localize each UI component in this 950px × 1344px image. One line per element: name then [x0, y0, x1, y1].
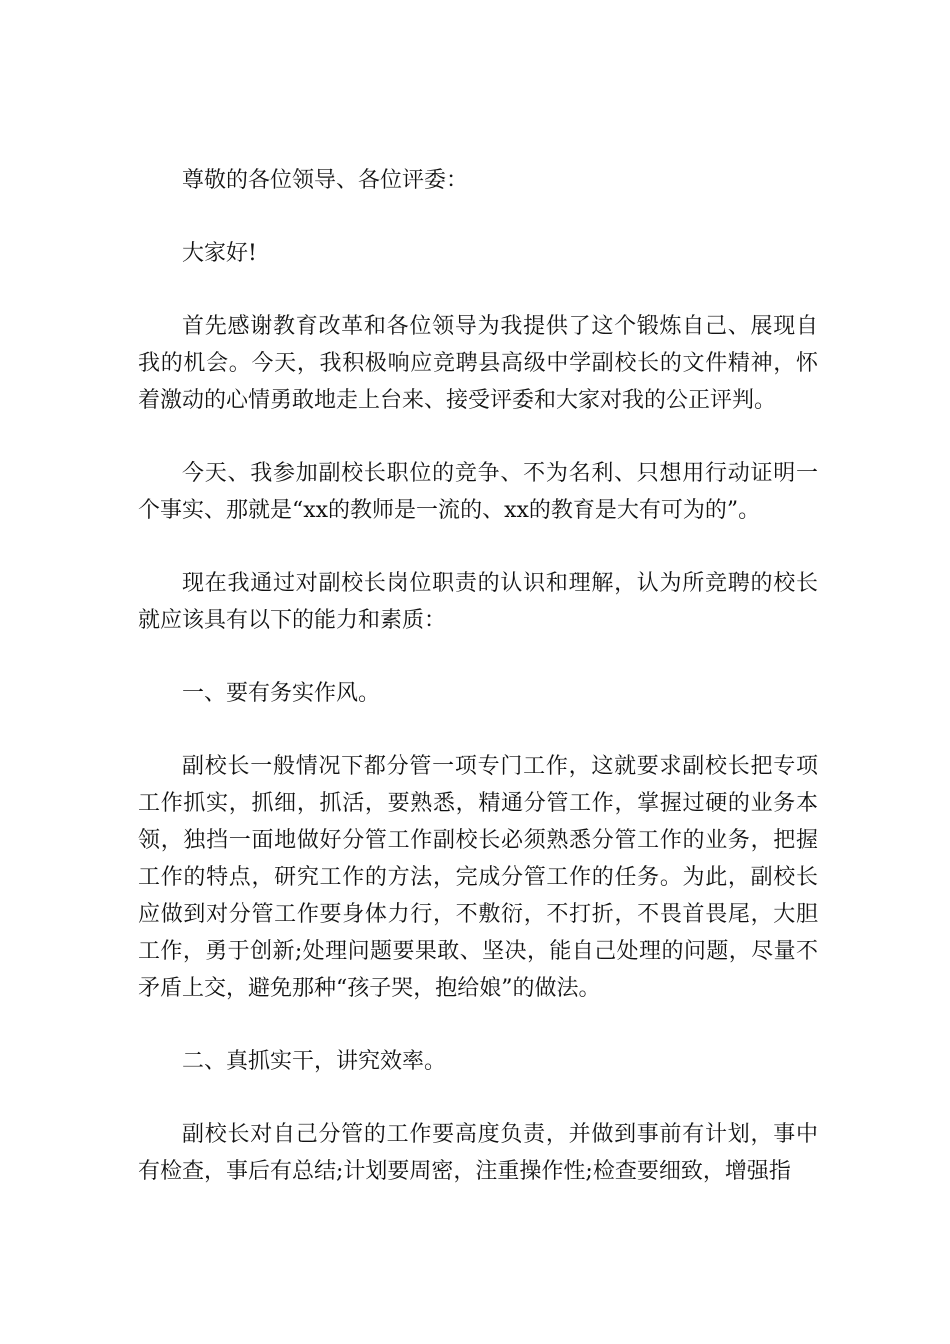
- paragraph-qualities-intro: 现在我通过对副校长岗位职责的认识和理解，认为所竞聘的校长就应该具有以下的能力和素质：: [138, 571, 818, 633]
- greeting: 大家好!: [182, 241, 257, 266]
- paragraph-section-1: 副校长一般情况下都分管一项专门工作，这就要求副校长把专项工作抓实，抓细，抓活，要熟悉，精通分管工作，掌握过硬的业务本领，独挡一面地做好分管工作副校长必须熟悉分管工作的业务，把握工作的特点，研究工作的方法，完成分管工作的任务。为此，副校长应做到对分管工作要身体力行，不敷衍，不打折，不畏首畏尾，大胆工作，勇于创新;处理问题要果敢、坚决，能自己处理的问题，尽量不矛盾上交，避免那种“孩子哭，抱给娘”的做法。: [138, 754, 818, 1001]
- section-heading-1: 一、要有务实作风。: [182, 681, 381, 706]
- paragraph-motivation: 今天、我参加副校长职位的竞争、不为名利、只想用行动证明一个事实、那就是“xx的教师是一流的、xx的教育是大有可为的”。: [138, 461, 818, 523]
- section-heading-2: 二、真抓实干，讲究效率。: [182, 1049, 447, 1074]
- document-body: [138, 162, 818, 1190]
- paragraph-intro: 首先感谢教育改革和各位领导为我提供了这个锻炼自己、展现自我的机会。今天，我积极响应竞聘县高级中学副校长的文件精神，怀着激动的心情勇敢地走上台来、接受评委和大家对我的公正评判。: [138, 314, 818, 413]
- salutation: 尊敬的各位领导、各位评委：: [182, 168, 469, 193]
- paragraph-section-2: 副校长对自己分管的工作要高度负责，并做到事前有计划，事中有检查，事后有总结;计划要周密，注重操作性;检查要细致，增强指: [138, 1122, 818, 1184]
